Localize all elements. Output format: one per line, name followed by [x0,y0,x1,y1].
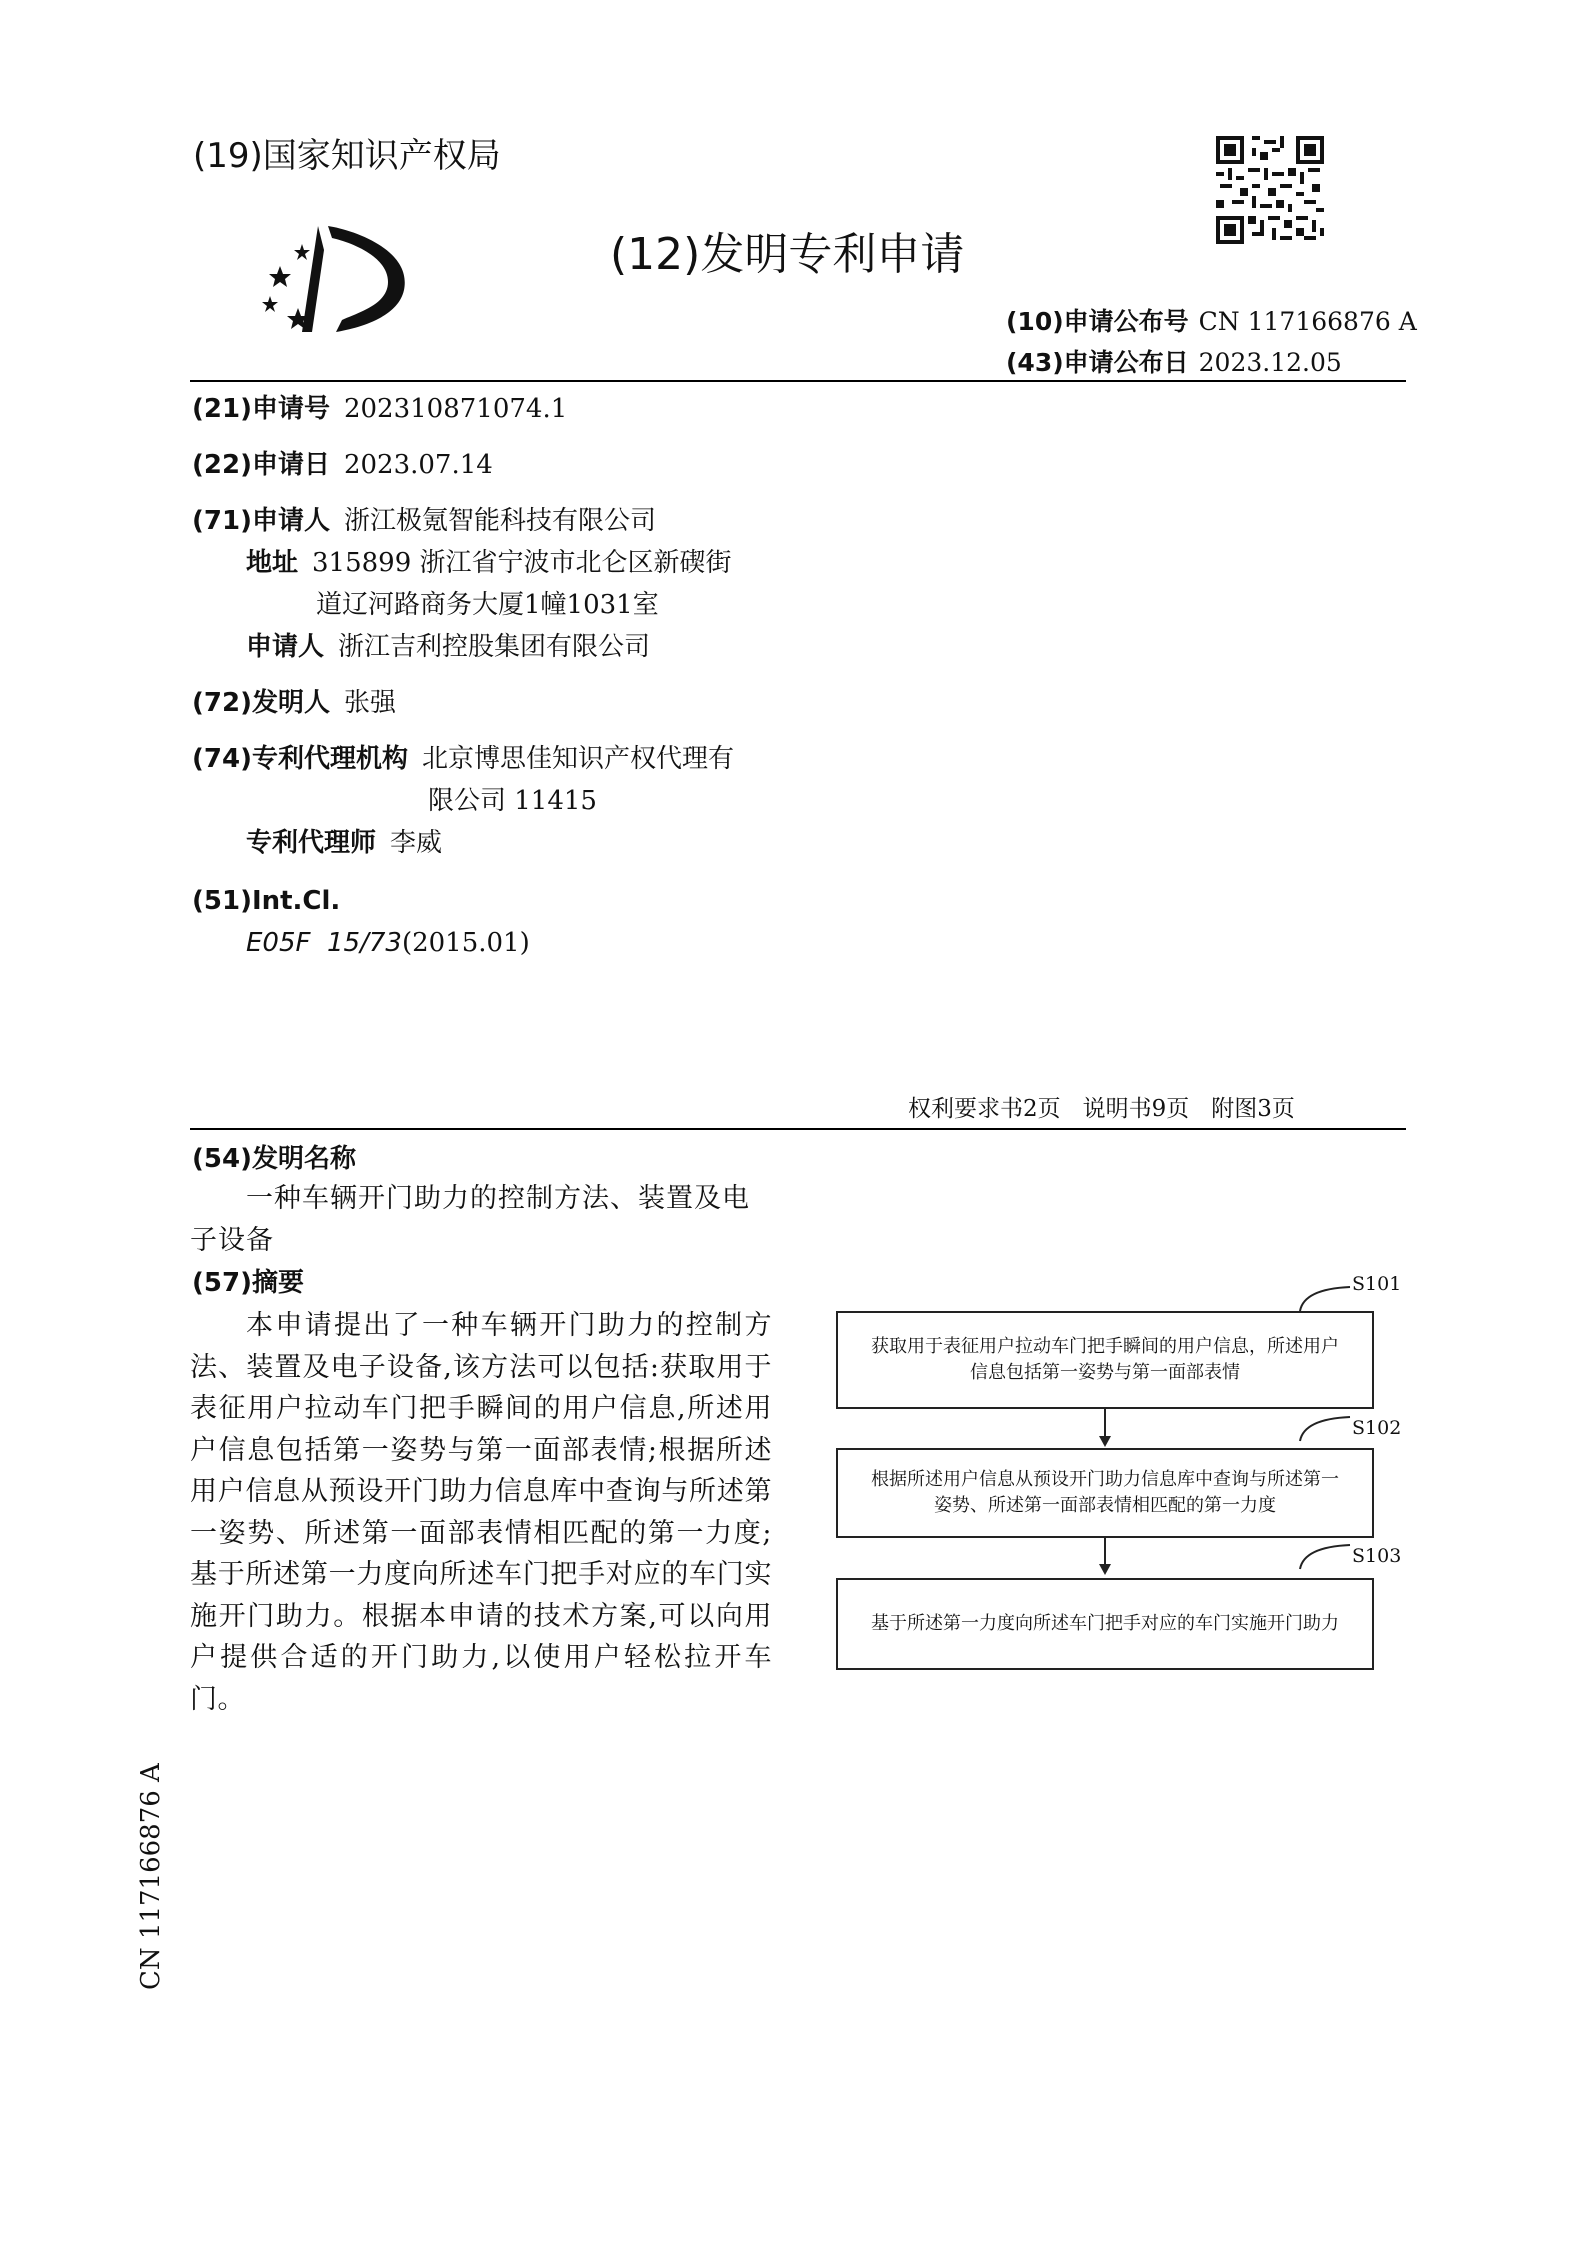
office-name: (19)国家知识产权局 [193,136,501,176]
side-publication-code: CN 117166876 A [136,1763,166,1990]
abstract-divider [190,1128,1406,1130]
patent-agency: (74)专利代理机构 北京博思佳知识产权代理有 [192,744,734,774]
application-number: (21)申请号 202310871074.1 [192,394,568,424]
flow-step-s101: 获取用于表征用户拉动车门把手瞬间的用户信息，所述用户 信息包括第一姿势与第一面部表情 [836,1311,1374,1409]
header-divider [190,380,1406,382]
cnipa-logo-icon [262,220,422,340]
int-cl-value: E05F 15/73(2015.01) [246,928,530,958]
step-label-s103: S103 [1352,1545,1402,1567]
application-date: (22)申请日 2023.07.14 [192,450,493,480]
applicant-2: 申请人 浙江吉利控股集团有限公司 [246,632,651,662]
address: 地址 315899 浙江省宁波市北仑区新碶街 [246,548,732,578]
applicant: (71)申请人 浙江极氪智能科技有限公司 [192,506,656,536]
step-label-s102: S102 [1352,1417,1402,1439]
abstract-label: (57)摘要 [192,1268,304,1298]
description-pages: 说明书9页 [1082,1096,1190,1122]
flow-step-s102: 根据所述用户信息从预设开门助力信息库中查询与所述第一 姿势、所述第一面部表情相匹配的第一力度 [836,1448,1374,1538]
abstract-text: 本申请提出了一种车辆开门助力的控制方法、装置及电子设备,该方法可以包括:获取用于表征用户拉动车门把手瞬间的用户信息,所述用户信息包括第一姿势与第一面部表情;根据所述用户信息从预设开门助力信息库中查询与所述第一姿势、所述第一面部表情相匹配的第一力度;基于所述第一力度向所述车门把手对应的车门实施开门助力。根据本申请的技术方案,可以向用户提供合适的开门助力,以使用户轻松拉开车门。 [190,1310,772,1715]
publication-number: (10)申请公布号 CN 117166876 A [1006,307,1417,336]
patent-agency-line2: 限公司 11415 [428,786,597,816]
qr-code-icon [1216,136,1324,244]
claims-pages: 权利要求书2页 [908,1096,1061,1122]
address-line2: 道辽河路商务大厦1幢1031室 [316,590,659,620]
step-label-s101: S101 [1352,1273,1402,1295]
drawings-pages: 附图3页 [1211,1096,1295,1122]
document-type-title: (12)发明专利申请 [610,229,965,280]
page-counts [908,1090,1317,1123]
patent-agent: 专利代理师 李威 [246,828,443,858]
flow-step-s103: 基于所述第一力度向所述车门把手对应的车门实施开门助力 [836,1578,1374,1670]
invention-title: 一种车辆开门助力的控制方法、装置及电子设备 [190,1183,750,1256]
inventor: (72)发明人 张强 [192,688,396,718]
int-cl-label: (51)Int.Cl. [192,886,341,916]
publication-date: (43)申请公布日 2023.12.05 [1006,348,1342,377]
invention-title-label: (54)发明名称 [192,1144,356,1174]
